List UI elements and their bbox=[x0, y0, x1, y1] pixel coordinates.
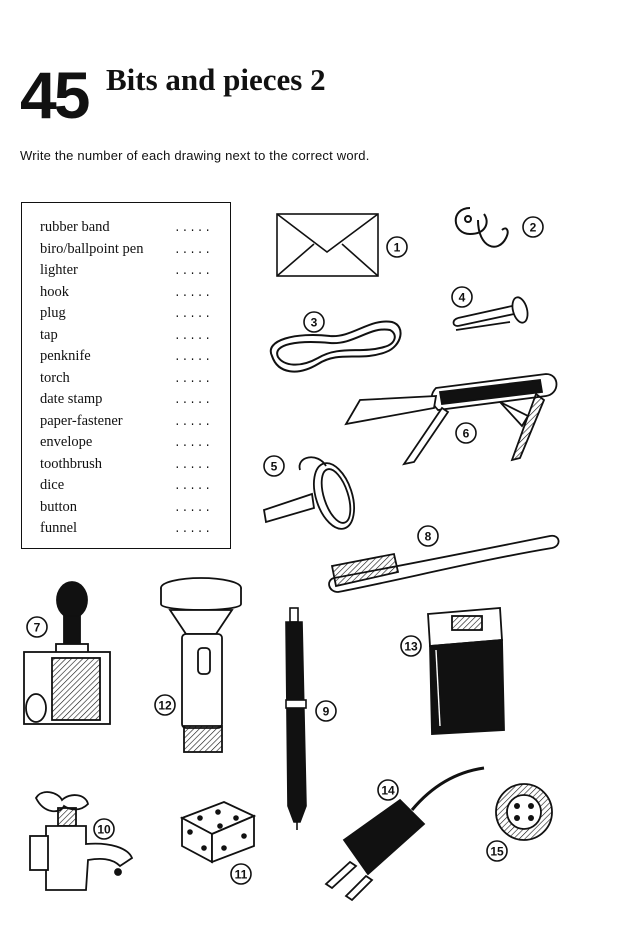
word-label: tap bbox=[40, 326, 58, 343]
word-label: rubber band bbox=[40, 219, 110, 235]
svg-text:6: 6 bbox=[462, 426, 470, 441]
drawing-label-9 bbox=[316, 701, 336, 721]
pen-icon bbox=[286, 608, 306, 830]
svg-text:4: 4 bbox=[458, 290, 466, 305]
answer-blank[interactable]: ..... bbox=[174, 524, 213, 536]
svg-text:10: 10 bbox=[97, 822, 111, 837]
answer-blank[interactable]: ..... bbox=[174, 330, 213, 343]
plug-icon bbox=[326, 768, 484, 900]
drawing-label-4 bbox=[452, 287, 472, 307]
drawing-label-12 bbox=[155, 695, 175, 715]
svg-text:11: 11 bbox=[234, 867, 248, 882]
svg-text:5: 5 bbox=[270, 459, 278, 474]
answer-blank[interactable]: ..... bbox=[174, 502, 213, 515]
torch-icon bbox=[161, 578, 241, 752]
answer-blank[interactable]: ..... bbox=[174, 438, 213, 450]
word-label: toothbrush bbox=[40, 455, 103, 472]
answer-blank[interactable]: ..... bbox=[174, 459, 213, 472]
answer-blank[interactable]: ..... bbox=[174, 481, 213, 493]
svg-text:13: 13 bbox=[404, 639, 418, 654]
word-label: funnel bbox=[40, 520, 78, 536]
hook-icon bbox=[456, 208, 508, 247]
word-label: biro/ballpoint pen bbox=[40, 240, 144, 257]
svg-text:7: 7 bbox=[33, 620, 41, 635]
word-label: envelope bbox=[40, 434, 93, 450]
answer-blank[interactable]: ..... bbox=[174, 373, 213, 386]
answer-blank[interactable]: ..... bbox=[174, 416, 213, 429]
penknife-icon bbox=[346, 374, 557, 464]
svg-text:12: 12 bbox=[158, 698, 172, 713]
word-label: hook bbox=[40, 283, 69, 300]
answer-blank[interactable]: ..... bbox=[174, 287, 213, 300]
drawing-label-15 bbox=[487, 841, 507, 861]
button-icon bbox=[496, 784, 552, 840]
drawing-label-11 bbox=[231, 864, 251, 884]
drawing-label-2 bbox=[523, 217, 543, 237]
word-label: plug bbox=[40, 305, 66, 321]
page-title: Bits and pieces 2 bbox=[106, 62, 326, 97]
answer-blank[interactable]: ..... bbox=[174, 223, 213, 235]
word-label: button bbox=[40, 498, 78, 515]
drawing-label-13 bbox=[401, 636, 421, 656]
envelope-icon bbox=[277, 214, 378, 276]
rubber-band-icon bbox=[271, 321, 401, 371]
word-label: dice bbox=[40, 477, 65, 493]
answer-blank[interactable]: ..... bbox=[174, 244, 213, 257]
drawing-label-3 bbox=[304, 312, 324, 332]
svg-text:15: 15 bbox=[490, 844, 504, 859]
answer-blank[interactable]: ..... bbox=[174, 309, 213, 321]
word-label: penknife bbox=[40, 348, 91, 364]
svg-text:9: 9 bbox=[322, 704, 330, 719]
word-label: lighter bbox=[40, 262, 78, 278]
toothbrush-icon bbox=[329, 536, 559, 592]
svg-text:8: 8 bbox=[424, 529, 432, 544]
svg-text:2: 2 bbox=[529, 220, 537, 235]
word-label: paper-fastener bbox=[40, 412, 123, 429]
drawing-label-14 bbox=[378, 780, 398, 800]
word-label: date stamp bbox=[40, 391, 103, 407]
unit-number: 45 bbox=[20, 58, 88, 132]
svg-text:1: 1 bbox=[393, 240, 401, 255]
drawing-label-10 bbox=[94, 819, 114, 839]
date-stamp-icon bbox=[24, 582, 110, 724]
drawing-label-8 bbox=[418, 526, 438, 546]
instruction-text: Write the number of each drawing next to the correct word. bbox=[20, 148, 370, 163]
drawing-label-1 bbox=[387, 237, 407, 257]
tap-icon bbox=[30, 792, 132, 890]
answer-blank[interactable]: ..... bbox=[174, 395, 213, 407]
lighter-icon bbox=[428, 608, 504, 734]
dice-icon bbox=[182, 802, 254, 862]
drawing-label-7 bbox=[27, 617, 47, 637]
drawing-label-5 bbox=[264, 456, 284, 476]
svg-text:3: 3 bbox=[310, 315, 318, 330]
answer-blank[interactable]: ..... bbox=[174, 352, 213, 364]
drawing-label-6 bbox=[456, 423, 476, 443]
word-label: torch bbox=[40, 369, 70, 386]
svg-text:14: 14 bbox=[381, 783, 395, 798]
answer-blank[interactable]: ..... bbox=[174, 266, 213, 278]
